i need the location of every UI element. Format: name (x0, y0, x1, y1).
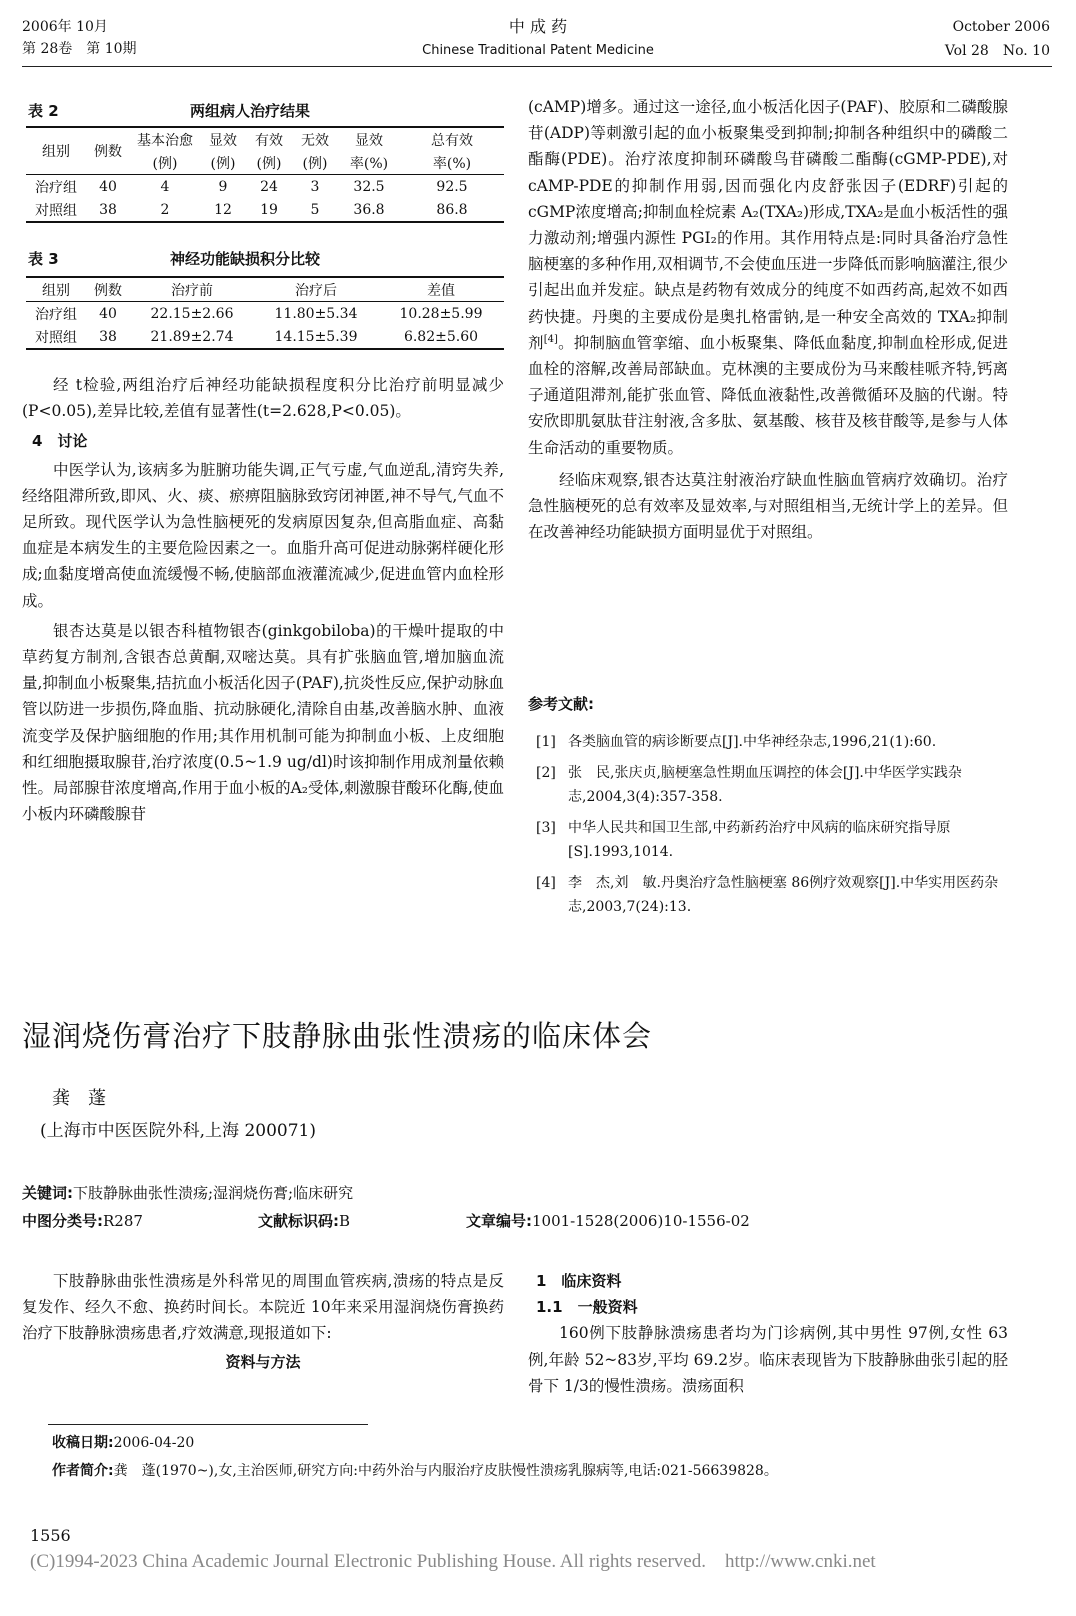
paragraph: (cAMP)增多。通过这一途径,血小板活化因子(PAF)、胶原和二磷酸腺苷(ADP)等刺激引起的血小板聚集受到抑制;抑制各种组织中的磷酸二酯酶(PDE)。治疗浓度抑制环磷酸鸟苷磷酸二酯酶(cGMP-PDE),对 cAMP-PDE的抑制作用弱,因而强化内皮舒张因子(EDRF)引起的 cGMP浓度增高;抑制血栓烷素 A₂(TXA₂)形成,TXA₂是血小板活性的强力激动剂;增强内源性 PGI₂的作用。其作用特点是:同时具备治疗急性脑梗塞的多种作用,双相调节,不会使血压进一步降低而影响脑灌注,很少引起出血并发症。缺点是药物有效成分的纯度不如西药高,起效不如西药快捷。丹奥的主要成份是奥扎格雷钠,是一种安全高效的 TXA₂抑制剂 (528, 98, 1008, 352)
table2-number: 表 2 (28, 102, 59, 120)
table2 (26, 126, 504, 223)
table-cell: 36.8 (353, 201, 385, 218)
reference-item: [1] 各类脑血管的病诊断要点[J].中华神经杂志,1996,21(1):60. (536, 734, 937, 750)
table2-header-marked: 显效 (209, 132, 237, 149)
table-cell: 24 (260, 178, 278, 195)
table2-header-effective: 有效 (255, 132, 283, 149)
table-cell: 14.15±5.39 (274, 328, 358, 345)
keywords-value: 下肢静脉曲张性溃疡;湿润烧伤膏;临床研究 (73, 1184, 354, 1202)
table2-title: 两组病人治疗结果 (190, 102, 311, 120)
paragraph: 下肢静脉曲张性溃疡是外科常见的周围血管疾病,溃疡的特点是反复发作、经久不愈、换药时间长。本院近 10年来采用湿润烧伤膏换药治疗下肢静脉溃疡患者,疗效满意,现报道如下: (22, 1272, 504, 1343)
right-column (528, 94, 1008, 545)
table2-header-marked-rate: 显效 (355, 132, 383, 149)
table-cell: 对照组 (35, 329, 77, 346)
doc-code-label: 文献标识码: (258, 1212, 339, 1230)
classification-value: R287 (103, 1212, 143, 1230)
section-heading-general: 1.1 一般资料 (536, 1298, 638, 1317)
reference-item: [3] 中华人民共和国卫生部,中药新药治疗中风病的临床研究指导原[S].1993,1014. (536, 820, 951, 860)
footnote-rule (48, 1424, 368, 1425)
table3-header-group: 组别 (42, 282, 70, 299)
received-label: 收稿日期: (52, 1435, 114, 1451)
table-cell: 38 (99, 328, 117, 345)
author-bio (52, 1460, 778, 1480)
article-author: 龚 蓬 (52, 1088, 106, 1109)
paragraph-tail: 。抑制脑血管挛缩、血小板聚集、降低血黏度,抑制血栓形成,促进血栓的溶解,改善局部缺血。克林澳的主要成份为马来酸桂哌齐特,钙离子通道阻滞剂,能扩张血管、降低血液黏性,改善微循环及脑的代谢。特安欣即肌氨肽苷注射液,含多肽、氨基酸、核苷及核苷酸等,是参与人体生命活动的重要物质。 (528, 333, 1008, 457)
left-column (22, 372, 504, 827)
article-number-line (466, 1210, 750, 1231)
paragraph: 160例下肢静脉溃疡患者均为门诊病例,其中男性 97例,女性 63例,年龄 52~83岁,平均 69.2岁。临床表现皆为下肢静脉曲张引起的胫骨下 1/3的慢性溃疡。溃疡面积 (528, 1324, 1008, 1395)
received-date (52, 1432, 194, 1452)
table2-header-total-rate: 总有效 (431, 132, 473, 149)
table2-subheader: 率(%) (349, 155, 389, 172)
paragraph: 中医学认为,该病多为脏腑功能失调,正气亏虚,气血逆乱,清窍失养,经络阻滞所致,即风、火、痰、瘀痹阻脑脉致窍闭神匿,神不导气,气血不足所致。现代医学认为急性脑梗死的发病原因复杂,但高脂血症、高黏血症是本病发生的主要危险因素之一。血脂升高可促进动脉粥样硬化形成;血黏度增高使血流缓慢不畅,使脑部血液灌流减少,促进血管内血栓形成。 (22, 460, 504, 610)
table2-header-invalid: 无效 (301, 132, 329, 149)
table-cell: 3 (310, 178, 320, 195)
header-date-en: October 2006 (952, 19, 1050, 35)
classification-label: 中图分类号: (22, 1212, 103, 1230)
header-journal-en: Chinese Traditional Patent Medicine (422, 43, 654, 58)
table3-header-after: 治疗后 (295, 282, 337, 299)
section-heading-methods: 资料与方法 (225, 1352, 301, 1371)
header-volume-en: Vol 28 No. 10 (944, 43, 1050, 59)
table-cell: 40 (99, 305, 117, 322)
table-cell: 治疗组 (35, 179, 77, 196)
classification-line (22, 1210, 143, 1231)
keywords-line (22, 1182, 353, 1203)
table3-number: 表 3 (28, 250, 59, 268)
table-cell: 4 (160, 178, 170, 195)
table3-header-count: 例数 (94, 282, 122, 299)
paragraph: 经 t检验,两组治疗后神经功能缺损程度积分比治疗前明显减少(P<0.05),差异比较,差值有显著性(t=2.628,P<0.05)。 (22, 376, 504, 421)
table3-header-diff: 差值 (427, 282, 455, 299)
paragraph: 银杏达莫是以银杏科植物银杏(ginkgobiloba)的干燥叶提取的中草药复方制剂,含银杏总黄酮,双嘧达莫。具有扩张脑血管,增加脑血流量,抑制血小板聚集,拮抗血小板活化因子(PAF),抗炎性反应,保护动脉血管以防进一步损伤,降血脂、抗动脉硬化,清除自由基,改善脑水肿、血液流变学及保护脑细胞的作用;其作用机制可能为抑制血小板、上皮细胞和红细胞摄取腺苷,治疗浓度(0.5~1.9 ug/dl)时该抑制作用成剂量依赖性。局部腺苷浓度增高,作用于血小板的A₂受体,刺激腺苷酸环化酶,使血小板内环磷酸腺苷 (22, 621, 504, 824)
article2-right-column (528, 1268, 1008, 1399)
table-cell: 5 (310, 201, 320, 218)
table2-header-cured: 基本治愈 (137, 132, 193, 149)
copyright-watermark: (C)1994-2023 China Academic Journal Electronic Publishing House. All rights reserved. http://www.cnki.net (30, 1551, 876, 1572)
table-row (26, 325, 504, 349)
table-cell: 86.8 (436, 201, 468, 218)
doc-code-value: B (339, 1212, 351, 1230)
table-cell: 9 (218, 178, 228, 195)
table-cell: 32.5 (353, 178, 385, 195)
table-cell: 对照组 (35, 202, 77, 219)
doc-code-line (258, 1210, 350, 1231)
references-list (536, 730, 1002, 926)
received-value: 2006-04-20 (113, 1435, 195, 1451)
article-title: 湿润烧伤膏治疗下肢静脉曲张性溃疡的临床体会 (22, 1019, 653, 1053)
table-cell: 6.82±5.60 (403, 328, 479, 345)
table3 (26, 276, 504, 350)
header-date-cn: 2006年 10月 (22, 19, 108, 35)
table3-header-before: 治疗前 (171, 282, 213, 299)
table2-subheader: (例) (256, 155, 282, 172)
table-cell: 12 (214, 201, 232, 218)
table-cell: 21.89±2.74 (150, 328, 234, 345)
table-cell: 10.28±5.99 (399, 305, 483, 322)
section-heading-discussion: 4 讨论 (32, 432, 88, 451)
reference-item: [2] 张 民,张庆贞,脑梗塞急性期血压调控的体会[J].中华医学实践杂志,2004,3(4):357-358. (536, 765, 962, 805)
reference-item: [4] 李 杰,刘 敏.丹奥治疗急性脑梗塞 86例疗效观察[J].中华实用医药杂志,2003,7(24):13. (536, 875, 999, 915)
page-number: 1556 (30, 1526, 71, 1545)
table-cell: 2 (160, 201, 170, 218)
table-cell: 38 (99, 201, 117, 218)
bio-label: 作者简介: (52, 1463, 114, 1479)
table3-title: 神经功能缺损积分比较 (170, 250, 321, 268)
table2-subheader: (例) (302, 155, 328, 172)
table-row (26, 302, 504, 326)
article-affiliation: (上海市中医医院外科,上海 200071) (40, 1121, 316, 1141)
references-title: 参考文献: (528, 695, 594, 713)
table-cell: 40 (99, 178, 117, 195)
article-number-label: 文章编号: (466, 1212, 532, 1230)
table2-header-group: 组别 (26, 127, 86, 175)
bio-value: 龚 蓬(1970~),女,主治医师,研究方向:中药外治与内服治疗皮肤慢性溃疡乳腺病等,电话:021-56639828。 (113, 1463, 778, 1479)
keywords-label: 关键词: (22, 1184, 73, 1202)
header-volume-cn: 第 28卷 第 10期 (22, 41, 137, 57)
table2-subheader: (例) (210, 155, 236, 172)
table-row (26, 198, 504, 222)
article-number-value: 1001-1528(2006)10-1556-02 (532, 1212, 750, 1230)
table2-subheader: 率(%) (432, 155, 472, 172)
table-cell: 92.5 (436, 178, 468, 195)
table2-subheader: (例) (152, 155, 178, 172)
table2-header-count: 例数 (86, 127, 130, 175)
article2-left-column (22, 1268, 504, 1375)
header-rule (22, 66, 1052, 67)
citation-ref: [4] (543, 333, 558, 345)
section-heading-clinical: 1 临床资料 (536, 1272, 622, 1290)
table-cell: 治疗组 (35, 306, 77, 323)
header-journal-cn: 中 成 药 (508, 17, 568, 36)
table-cell: 11.80±5.34 (274, 305, 358, 322)
table-cell: 19 (260, 201, 278, 218)
table-cell: 22.15±2.66 (150, 305, 234, 322)
table-row (26, 175, 504, 199)
paragraph: 经临床观察,银杏达莫注射液治疗缺血性脑血管病疗效确切。治疗急性脑梗死的总有效率及显效率,与对照组相当,无统计学上的差异。但在改善神经功能缺损方面明显优于对照组。 (528, 470, 1008, 542)
